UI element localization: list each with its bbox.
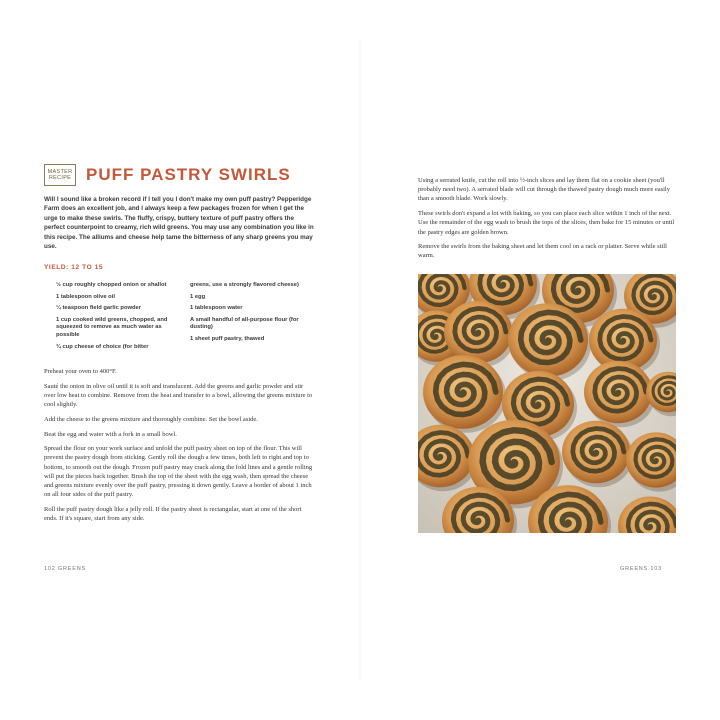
recipe-yield: YIELD: 12 TO 15 (44, 264, 104, 271)
recipe-step: Add the cheese to the greens mixture and thoroughly combine. Set the bowl aside. (44, 415, 258, 423)
ingredient-column-1 (56, 282, 172, 355)
recipe-step: Beat the egg and water with a fork in a small bowl. (44, 430, 177, 438)
recipe-title: PUFF PASTRY SWIRLS (86, 165, 291, 184)
ingredient-item: 1 cup cooked wild greens, chopped, and squeezed to remove as much water as possible (56, 316, 168, 338)
recipe-step: Remove the swirls from the baking sheet and let them cool on a rack or platter. Serve while still warm. (418, 243, 667, 260)
recipe-header (44, 164, 291, 186)
ingredient-item: ¾ cup cheese of choice (for bitter (56, 343, 149, 350)
ingredient-column-2 (190, 282, 306, 355)
master-recipe-badge (44, 164, 76, 186)
recipe-step: Preheat your oven to 400°F. (44, 368, 117, 375)
page-number-left: 102 GREENS (44, 566, 86, 572)
recipe-intro: Will I sound like a broken record if I tell you I don't make my own puff pastry? Pepperidge Farm does an excellent job, and I always keep a few packages frozen for when I get the urge to make these swirls. The fluffy, crispy, buttery texture of puff pastry offers the perfect counterpoint to creamy, rich wild greens. You may use any combination you like in this recipe. The alliums and cheese help tame the bitterness of any sharp greens you may use. (44, 196, 314, 251)
recipe-step: Using a serrated knife, cut the roll into ½-inch slices and lay them flat on a cookie sheet (you'll probably need two). A serrated blade will cut through the thawed pastry dough much more easily than a smooth blade. Work slowly. (418, 177, 670, 203)
ingredient-item: 1 tablespoon water (190, 305, 243, 312)
recipe-steps-left (44, 367, 314, 529)
recipe-steps-right (418, 176, 676, 266)
recipe-step: Spread the flour on your work surface and unfold the puff pastry sheet on top of the flour. This will prevent the pastry dough from sticking. Gently roll the dough a few times, both left to right and top to bottom, to smooth out the dough. Frozen puff pastry may crack along the fold lines and a gentle rolling will put the pieces back together. Brush the top of the sheet with the egg wash, then spread the cheese and greens mixture evenly over the puff pastry, pressing it down gently. Leave a border of about 1 inch on all four sides of the puff pastry. (44, 445, 313, 499)
page-number-right: GREENS 103 (620, 566, 662, 572)
photo-illustration (418, 274, 676, 533)
baked-puff-pastry-swirls-photo (418, 274, 676, 533)
ingredient-list (56, 282, 306, 355)
badge-line-2: RECIPE (48, 175, 72, 181)
recipe-step: Sauté the onion in olive oil until it is soft and translucent. Add the greens and garlic powder and stir over low heat to combine. Remove from the heat and transfer to a bowl, allowing the greens mixture to cool slightly. (44, 382, 313, 409)
ingredient-item: 1 sheet puff pastry, thawed (190, 335, 265, 342)
ingredient-item: 1 egg (190, 293, 206, 300)
ingredient-item: ½ cup roughly chopped onion or shallot (56, 282, 167, 288)
ingredient-item: greens, use a strongly flavored cheese) (190, 282, 299, 288)
ingredient-item: A small handful of all-purpose flour (for dusting) (190, 316, 299, 331)
recipe-step: These swirls don't expand a lot with baking, so you can place each slice within 1 inch of the next. Use the remainder of the egg wash to brush the tops of the slices, then bake for 15 minutes or until the pastry edges are golden brown. (418, 210, 675, 236)
badge-line-1: MASTER (47, 168, 73, 175)
ingredient-item: 1 tablespoon olive oil (56, 293, 115, 300)
recipe-step: Roll the puff pastry dough like a jelly roll. If the pastry sheet is rectangular, start at one of the short ends. If it's square, start from any side. (44, 505, 302, 523)
ingredient-item: ¼ teaspoon field garlic powder (56, 305, 142, 312)
